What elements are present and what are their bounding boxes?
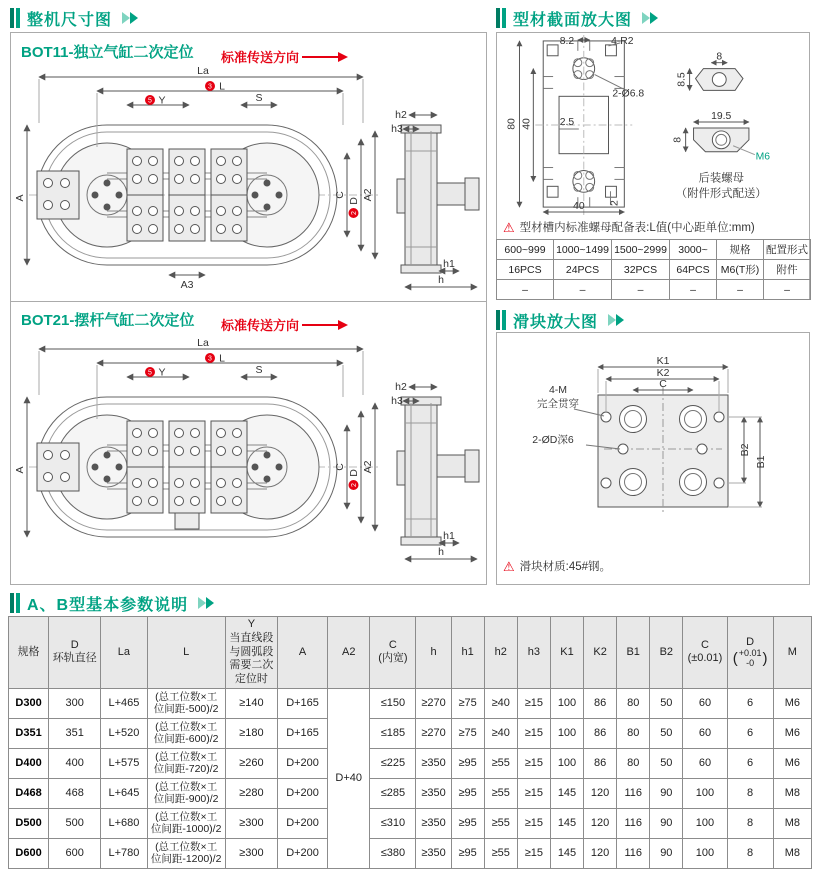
param-cell: ≥270 (416, 688, 451, 718)
nut-cell: 附件 (764, 260, 811, 280)
param-cell: D+165 (277, 718, 327, 748)
dim-web-label: 2.5 (559, 117, 575, 128)
param-cell: 90 (650, 808, 683, 838)
param-cell: ≥280 (225, 778, 277, 808)
param-cell: 60 (683, 718, 727, 748)
param-cell: 6 (727, 718, 773, 748)
param-cell: 80 (617, 718, 650, 748)
param-cell: 90 (650, 778, 683, 808)
double-arrow-icon (119, 10, 143, 26)
param-cell: ≥40 (484, 688, 517, 718)
param-cell: L+780 (101, 838, 147, 868)
param-cell: 100 (683, 838, 727, 868)
col-h: h (416, 617, 451, 689)
dim-inner-label: 40 (521, 118, 533, 130)
table-row (9, 778, 812, 808)
param-cell: (总工位数×工位间距-1000)/2 (147, 808, 225, 838)
nut-h2-label: 8 (672, 136, 684, 143)
dim-corner-label: 4-R2 (611, 35, 634, 47)
header-bar-icon (10, 8, 20, 28)
param-cell: 8 (727, 808, 773, 838)
spec-cell: D500 (9, 808, 49, 838)
slider-panel (496, 332, 810, 585)
param-cell: 145 (550, 808, 583, 838)
nut-cell: 32PCS (612, 260, 670, 280)
param-cell: (总工位数×工位间距-600)/2 (147, 718, 225, 748)
dim-h1-label: h1 (443, 258, 455, 270)
callout-bolt-label2: 完全贯穿 (537, 398, 579, 410)
nut-cell: – (717, 280, 764, 300)
param-cell: ≥270 (416, 718, 451, 748)
dim-h2-label: h2 (395, 109, 407, 121)
table-row (9, 688, 812, 718)
param-cell: ≤285 (370, 778, 416, 808)
param-cell: 80 (617, 688, 650, 718)
dim-b1-label: B1 (755, 455, 767, 469)
param-cell: M8 (773, 808, 811, 838)
dim-y-label: Y (158, 366, 166, 379)
param-cell: 8 (727, 838, 773, 868)
col-h1: h1 (451, 617, 484, 689)
double-arrow-icon (195, 595, 219, 611)
parameter-header-row (9, 617, 812, 689)
param-cell: 80 (617, 748, 650, 778)
param-cell: L+645 (101, 778, 147, 808)
direction-arrow-icon (302, 320, 348, 330)
param-cell: ≥180 (225, 718, 277, 748)
param-cell: 100 (550, 748, 583, 778)
dim-a3-label: A3 (180, 279, 194, 291)
spec-cell: D600 (9, 838, 49, 868)
spec-cell: D351 (9, 718, 49, 748)
dim-c-label: C (334, 463, 346, 471)
col-la: La (101, 617, 147, 689)
nut-cell: – (497, 280, 554, 300)
param-cell: 100 (683, 808, 727, 838)
svg-text:2: 2 (351, 211, 358, 215)
param-cell: 86 (584, 688, 617, 718)
spec-cell: D300 (9, 688, 49, 718)
param-cell: 100 (550, 688, 583, 718)
dim-y-label: Y (158, 94, 166, 107)
dim-h-label: h (438, 546, 444, 558)
section-header-params (10, 591, 219, 615)
nut-cell: – (554, 280, 612, 300)
dim-s-label: S (255, 364, 263, 376)
param-cell: 120 (584, 808, 617, 838)
svg-text:5: 5 (148, 97, 152, 105)
col-c-inner: C (内宽) (370, 617, 416, 689)
param-cell: 120 (584, 778, 617, 808)
nut-len-label: 19.5 (711, 111, 732, 123)
param-cell: M6 (773, 718, 811, 748)
bot11-diagram (13, 61, 483, 295)
callout-bolt-label: 4-M (548, 384, 568, 396)
dim-y-note (145, 95, 155, 105)
nut-col: 600~999 (497, 240, 554, 260)
nut-table-row (497, 280, 811, 300)
nut-h-label: 8.5 (676, 72, 688, 87)
col-y: Y 当直线段 与圆弧段 需要二次 定位时 (225, 617, 277, 689)
param-cell: ≥55 (484, 748, 517, 778)
param-cell: ≥15 (517, 778, 550, 808)
dim-l-label: L (219, 80, 225, 93)
dim-holes-label: 2-Ø6.8 (612, 88, 645, 100)
spec-cell: D400 (9, 748, 49, 778)
param-cell: ≥95 (451, 748, 484, 778)
warning-icon: ⚠ (503, 558, 515, 574)
param-cell: L+520 (101, 718, 147, 748)
param-cell: ≥350 (416, 808, 451, 838)
col-b2: B2 (650, 617, 683, 689)
param-cell: 50 (650, 688, 683, 718)
col-a: A (277, 617, 327, 689)
header-bar-icon (496, 310, 506, 330)
param-cell: L+465 (101, 688, 147, 718)
nut-cell: M6(T形) (717, 260, 764, 280)
param-cell: (总工位数×工位间距-1200)/2 (147, 838, 225, 868)
svg-text:2: 2 (351, 483, 358, 487)
param-cell: 116 (617, 808, 650, 838)
dim-la-label: La (197, 337, 209, 349)
param-cell: 500 (49, 808, 101, 838)
param-cell: ≥15 (517, 838, 550, 868)
header-bar-icon (496, 8, 506, 28)
col-k2: K2 (584, 617, 617, 689)
param-cell: 468 (49, 778, 101, 808)
dim-c-label: C (334, 191, 346, 199)
dim-a2-label: A2 (362, 460, 374, 474)
dim-width-label: 40 (573, 201, 585, 213)
param-cell: ≥75 (451, 718, 484, 748)
section-title-profile: 型材截面放大图 (513, 11, 633, 29)
direction-arrow-icon (302, 52, 348, 62)
dim-d-label: D (348, 197, 360, 205)
param-cell: ≤150 (370, 688, 416, 718)
dim-c-label: C (659, 378, 667, 390)
col-c-tol: C (±0.01) (683, 617, 727, 689)
col-d: D 环轨直径 (49, 617, 101, 689)
dim-h2-label: h2 (395, 381, 407, 393)
nut-table (496, 239, 811, 300)
bot21-direction (221, 315, 348, 334)
col-spec: 规格 (9, 617, 49, 689)
section-header-overall (10, 6, 143, 30)
section-header-slider (496, 308, 629, 332)
param-cell: 86 (584, 748, 617, 778)
section-title-overall: 整机尺寸图 (27, 11, 113, 29)
param-cell: ≤310 (370, 808, 416, 838)
param-cell: L+680 (101, 808, 147, 838)
dim-l-note (205, 353, 215, 363)
dim-wall-label: 2 (609, 200, 621, 207)
param-cell: ≥15 (517, 808, 550, 838)
dim-y-note (145, 367, 155, 377)
param-cell: D+165 (277, 688, 327, 718)
param-cell: ≤185 (370, 718, 416, 748)
param-cell: ≥95 (451, 808, 484, 838)
slider-note (503, 558, 611, 574)
table-row (9, 838, 812, 868)
dim-s-label: S (255, 92, 263, 104)
nut-cell: 24PCS (554, 260, 612, 280)
svg-text:3: 3 (208, 83, 212, 91)
param-cell: 100 (550, 718, 583, 748)
slider-note-text: 滑块材质:45#钢。 (519, 561, 612, 573)
bot11-title: BOT11-独立气缸二次定位 (21, 44, 194, 61)
param-cell: 6 (727, 748, 773, 778)
profile-panel (496, 32, 810, 300)
side-view (397, 125, 479, 273)
double-arrow-icon (639, 10, 663, 26)
param-cell: 116 (617, 838, 650, 868)
dim-l-note (205, 81, 215, 91)
param-cell: 50 (650, 748, 683, 778)
col-h3: h3 (517, 617, 550, 689)
param-cell: ≥15 (517, 718, 550, 748)
dim-l-label: L (219, 352, 225, 365)
nut-cell: – (670, 280, 717, 300)
dim-d-label: D (348, 469, 360, 477)
col-m: M (773, 617, 811, 689)
nut-cell: 16PCS (497, 260, 554, 280)
slider-drawing (498, 337, 808, 549)
direction-label: 标准传送方向 (221, 318, 300, 333)
callout-pin-label: 2-ØD深6 (532, 434, 574, 446)
nut-cell: – (612, 280, 670, 300)
param-cell: ≥55 (484, 808, 517, 838)
direction-label: 标准传送方向 (221, 50, 300, 65)
nut-col: 配置形式 (764, 240, 811, 260)
nut-caption-1: 后装螺母 (698, 172, 744, 185)
double-arrow-icon (605, 312, 629, 328)
param-cell: ≥260 (225, 748, 277, 778)
param-cell: ≥15 (517, 688, 550, 718)
col-l: L (147, 617, 225, 689)
param-cell: 600 (49, 838, 101, 868)
dim-k2-label: K2 (656, 367, 670, 379)
param-cell: ≥75 (451, 688, 484, 718)
param-cell: 145 (550, 838, 583, 868)
param-cell: ≥350 (416, 778, 451, 808)
param-cell: 100 (683, 778, 727, 808)
nut-table-header-row (497, 240, 811, 260)
param-cell: D+200 (277, 748, 327, 778)
param-cell: 116 (617, 778, 650, 808)
nut-table-note (503, 219, 755, 235)
dim-slot-label: 8.2 (559, 35, 575, 47)
param-cell: M8 (773, 838, 811, 868)
param-cell: (总工位数×工位间距-500)/2 (147, 688, 225, 718)
param-cell: (总工位数×工位间距-720)/2 (147, 748, 225, 778)
table-row (9, 718, 812, 748)
param-cell: ≤225 (370, 748, 416, 778)
col-h2: h2 (484, 617, 517, 689)
section-title-params: A、B型基本参数说明 (27, 596, 189, 614)
side-view (397, 397, 479, 545)
nut-drawing (686, 63, 755, 155)
slider-plate (598, 387, 728, 515)
param-cell: D+200 (277, 838, 327, 868)
dim-h3-label: h3 (391, 123, 403, 135)
param-cell: 90 (650, 838, 683, 868)
dim-a-label: A (14, 466, 26, 474)
param-cell: ≥300 (225, 838, 277, 868)
dim-height-label: 80 (506, 118, 518, 130)
dim-a2-label: A2 (362, 188, 374, 202)
param-cell: ≥95 (451, 778, 484, 808)
dim-h3-label: h3 (391, 395, 403, 407)
param-cell: 60 (683, 748, 727, 778)
table-row (9, 748, 812, 778)
svg-text:3: 3 (208, 355, 212, 363)
dim-la-label: La (197, 65, 209, 77)
section-title-slider: 滑块放大图 (513, 313, 599, 331)
bot21-diagram (13, 333, 483, 577)
param-cell: ≥55 (484, 838, 517, 868)
nut-w-label: 8 (716, 51, 723, 63)
param-cell: 60 (683, 688, 727, 718)
param-cell: ≤380 (370, 838, 416, 868)
param-cell: 145 (550, 778, 583, 808)
param-cell-a2-merged: D+40 (328, 688, 370, 868)
nut-cell: – (764, 280, 811, 300)
nut-cell: 64PCS (670, 260, 717, 280)
dim-h1-label: h1 (443, 530, 455, 542)
dim-k1-label: K1 (656, 355, 670, 367)
param-cell: ≥350 (416, 838, 451, 868)
bot21-title: BOT21-摆杆气缸二次定位 (21, 312, 195, 329)
param-cell: 400 (49, 748, 101, 778)
dim-d-note (348, 469, 360, 490)
profile-drawing (498, 35, 808, 215)
param-cell: 300 (49, 688, 101, 718)
param-cell: ≥140 (225, 688, 277, 718)
profile-body (535, 35, 632, 215)
warning-icon: ⚠ (503, 219, 515, 235)
param-cell: L+575 (101, 748, 147, 778)
param-cell: ≥15 (517, 748, 550, 778)
table-row (9, 808, 812, 838)
param-cell: ≥300 (225, 808, 277, 838)
param-cell: M6 (773, 748, 811, 778)
param-cell: 50 (650, 718, 683, 748)
nut-col: 规格 (717, 240, 764, 260)
param-cell: ≥95 (451, 838, 484, 868)
col-k1: K1 (550, 617, 583, 689)
overall-dimension-panel (10, 32, 487, 585)
dim-a-label: A (14, 194, 26, 202)
param-cell: M6 (773, 688, 811, 718)
param-cell: 86 (584, 718, 617, 748)
panel-divider (11, 301, 486, 302)
nut-col: 1500~2999 (612, 240, 670, 260)
section-header-profile (496, 6, 663, 30)
col-d-tol: D ( +0.01 -0 ) (727, 617, 773, 689)
svg-text:5: 5 (148, 369, 152, 377)
param-cell: (总工位数×工位间距-900)/2 (147, 778, 225, 808)
col-b1: B1 (617, 617, 650, 689)
nut-caption-2: （附件形式配送） (675, 188, 767, 201)
param-cell: M8 (773, 778, 811, 808)
nut-col: 1000~1499 (554, 240, 612, 260)
dim-b2-label: B2 (739, 443, 751, 457)
col-a2: A2 (328, 617, 370, 689)
param-cell: D+200 (277, 808, 327, 838)
param-cell: 6 (727, 688, 773, 718)
nut-thread-label: M6 (755, 151, 770, 163)
dim-d-note (348, 197, 360, 218)
spec-cell: D468 (9, 778, 49, 808)
param-cell: 120 (584, 838, 617, 868)
nut-col: 3000~ (670, 240, 717, 260)
param-cell: ≥40 (484, 718, 517, 748)
parameter-table (8, 616, 812, 869)
param-cell: ≥350 (416, 748, 451, 778)
param-cell: 8 (727, 778, 773, 808)
nut-table-row (497, 260, 811, 280)
param-cell: ≥55 (484, 778, 517, 808)
header-bar-icon (10, 593, 20, 613)
dim-h-label: h (438, 274, 444, 286)
param-cell: D+200 (277, 778, 327, 808)
nut-table-note-text: 型材槽内标准螺母配备表:L值(中心距单位:mm) (519, 222, 755, 234)
param-cell: 351 (49, 718, 101, 748)
